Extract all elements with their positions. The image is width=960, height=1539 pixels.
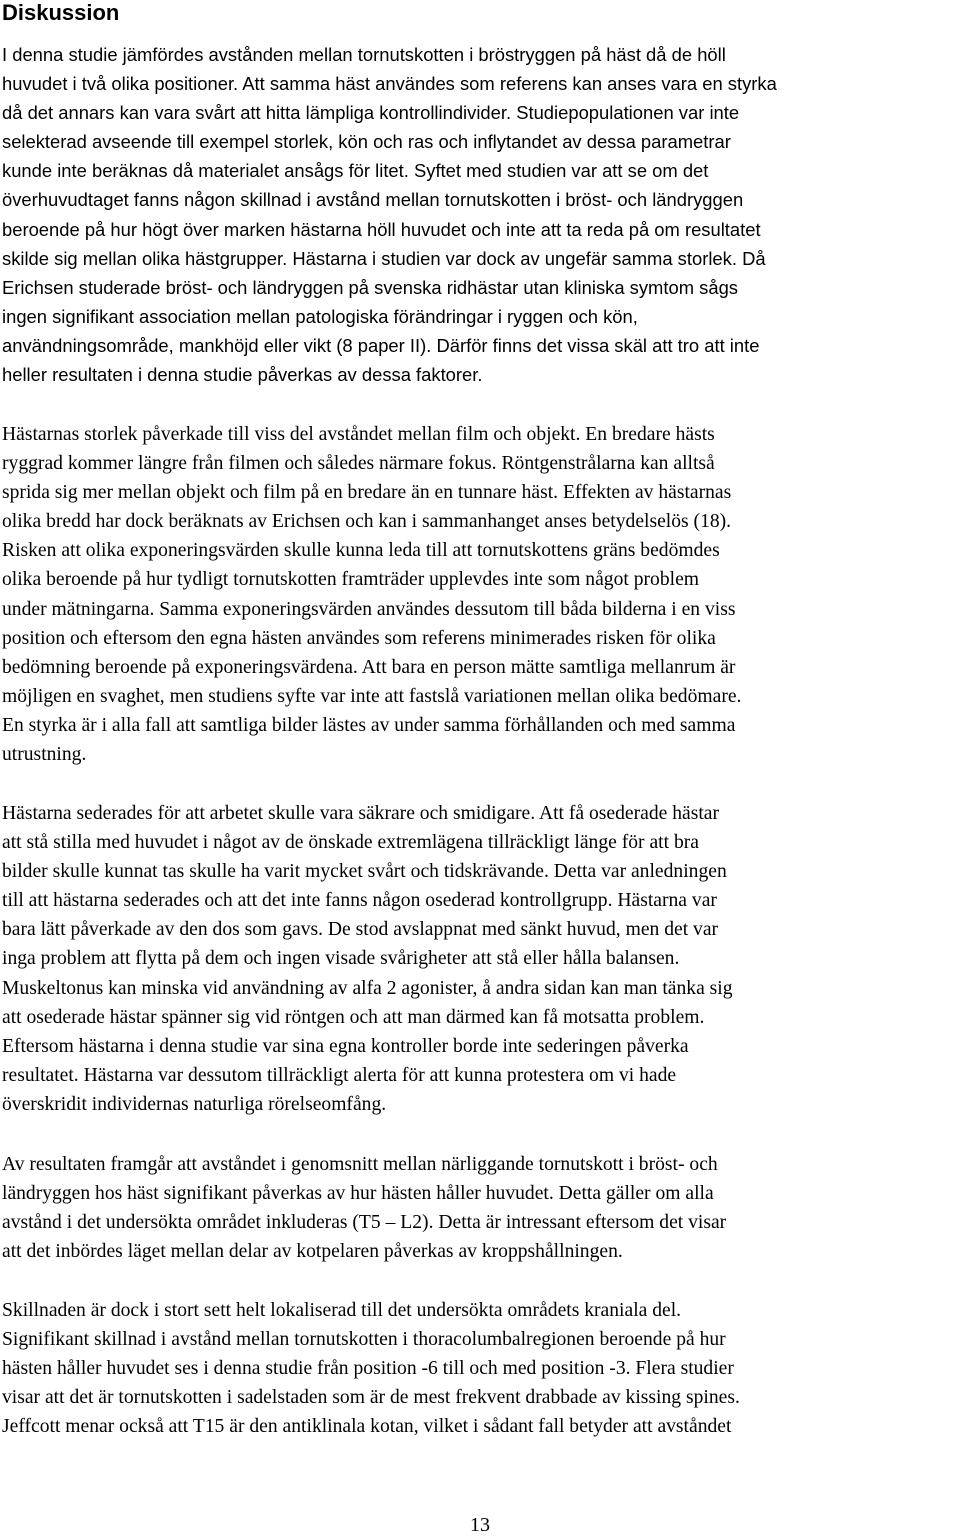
text-line: olika bredd har dock beräknats av Erichsen och kan i sammanhanget anses betydelselös (18). <box>2 511 732 533</box>
text-line: bilder skulle kunnat tas skulle ha varit mycket svårt och tidskrävande. Detta var anledningen <box>2 861 727 883</box>
text-line: Muskeltonus kan minska vid användning av alfa 2 agonister, å andra sidan kan man tänka sig <box>2 977 733 999</box>
text-line: sprida sig mer mellan objekt och film på en bredare än en tunnare häst. Effekten av hästarnas <box>2 482 732 504</box>
text-line: huvudet i två olika positioner. Att samma häst användes som referens kan anses vara en styrka <box>2 73 777 95</box>
text-line: selekterad avseende till exempel storlek, kön och ras och inflytandet av dessa parametrar <box>2 131 731 153</box>
text-line: Hästarna sederades för att arbetet skulle vara säkrare och smidigare. Att få osederade hästar <box>2 803 720 824</box>
text-line: Signifikant skillnad i avstånd mellan tornutskotten i thoracolumbalregionen beroende på hur <box>2 1329 726 1351</box>
text-line: Av resultaten framgår att avståndet i genomsnitt mellan närliggande tornutskott i bröst- och <box>2 1154 718 1175</box>
text-line: beroende på hur högt över marken hästarna höll huvudet och inte att ta reda på om resultatet <box>2 218 761 240</box>
text-line: möjligen en svaghet, men studiens syfte var inte att fastslå variationen mellan olika bedömare. <box>2 685 742 707</box>
paragraph <box>2 1296 960 1441</box>
text-line: kunde inte beräknas då materialet ansågs för litet. Syftet med studien var att se om det <box>2 160 709 182</box>
text-line: avstånd i det undersökta området inkluderas (T5 – L2). Detta är intressant eftersom det visar <box>2 1212 727 1234</box>
text-line: ländryggen hos häst signifikant påverkas av hur hästen håller huvudet. Detta gäller om alla <box>2 1183 714 1205</box>
text-line: då det annars kan vara svårt att hitta lämpliga kontrollindivider. Studiepopulationen var inte <box>2 102 740 124</box>
paragraph <box>2 799 960 1119</box>
text-line: till att hästarna sederades och att det inte fanns någon osederad kontrollgrupp. Hästarna var <box>2 890 717 912</box>
text-line: olika beroende på hur tydligt tornutskotten framträder upplevdes inte som något problem <box>2 569 700 591</box>
text-line: inga problem att flytta på dem och ingen visade svårigheter att stå eller hålla balansen. <box>2 948 680 970</box>
text-line: överskridit individernas naturliga rörelseomfång. <box>2 1093 387 1115</box>
paragraph <box>2 1150 960 1266</box>
text-line: Risken att olika exponeringsvärden skulle kunna leda till att tornutskottens gräns bedömdes <box>2 540 720 562</box>
text-line: ryggrad kommer längre från filmen och således närmare fokus. Röntgenstrålarna kan alltså <box>2 453 715 475</box>
text-line: att stå stilla med huvudet i något av de önskade extremlägena tillräckligt länge för att bra <box>2 832 699 854</box>
text-line: bedömning beroende på exponeringsvärdena. Att bara en person mätte samtliga mellanrum är <box>2 656 736 678</box>
text-line: bara lätt påverkade av den dos som gavs. De stod avslappnat med sänkt huvud, men det var <box>2 919 719 941</box>
text-line: användningsområde, mankhöjd eller vikt (8 paper II). Därför finns det vissa skäl att tro att inte <box>2 334 760 356</box>
text-line: En styrka är i alla fall att samtliga bilder lästes av under samma förhållanden och med samma <box>2 714 736 736</box>
paragraph <box>2 420 960 769</box>
text-line: skilde sig mellan olika hästgrupper. Hästarna i studien var dock av ungefär samma storlek. Då <box>2 247 766 269</box>
text-line: Erichsen studerade bröst- och ländryggen på svenska ridhästar utan kliniska symtom sågs <box>2 276 738 298</box>
text-line: utrustning. <box>2 744 87 766</box>
paragraph <box>2 40 960 389</box>
text-line: position och eftersom den egna hästen användes som referens minimerades risken för olika <box>2 627 716 649</box>
text-line: ingen signifikant association mellan patologiska förändringar i ryggen och kön, <box>2 305 638 327</box>
text-line: visar att det är tornutskotten i sadelstaden som är de mest frekvent drabbade av kissing spines. <box>2 1387 740 1409</box>
text-line: att det inbördes läget mellan delar av kotpelaren påverkas av kroppshållningen. <box>2 1241 623 1263</box>
text-line: resultatet. Hästarna var dessutom tillräckligt alerta för att kunna protestera om vi hade <box>2 1064 677 1086</box>
text-line: heller resultaten i denna studie påverkas av dessa faktorer. <box>2 364 483 386</box>
text-line: Hästarnas storlek påverkade till viss del avståndet mellan film och objekt. En bredare hästs <box>2 424 715 445</box>
text-line: under mätningarna. Samma exponeringsvärden användes dessutom till båda bilderna i en viss <box>2 598 736 620</box>
text-line: Jeffcott menar också att T15 är den antiklinala kotan, vilket i sådant fall betyder att avståndet <box>2 1416 732 1438</box>
text-line: Eftersom hästarna i denna studie var sina egna kontroller borde inte sederingen påverka <box>2 1035 689 1057</box>
text-line: att osederade hästar spänner sig vid röntgen och att man därmed kan få motsatta problem. <box>2 1006 705 1028</box>
text-line: I denna studie jämfördes avstånden mellan tornutskotten i bröstryggen på häst då de höll <box>2 44 726 65</box>
page-number: 13 <box>470 1514 490 1536</box>
section-heading: Diskussion <box>2 0 120 25</box>
text-line: hästen håller huvudet ses i denna studie från position -6 till och med position -3. Flera studier <box>2 1358 734 1380</box>
text-line: Skillnaden är dock i stort sett helt lokaliserad till det undersökta områdets kraniala del. <box>2 1300 682 1321</box>
text-line: överhuvudtaget fanns någon skillnad i avstånd mellan tornutskotten i bröst- och ländryggen <box>2 189 744 211</box>
